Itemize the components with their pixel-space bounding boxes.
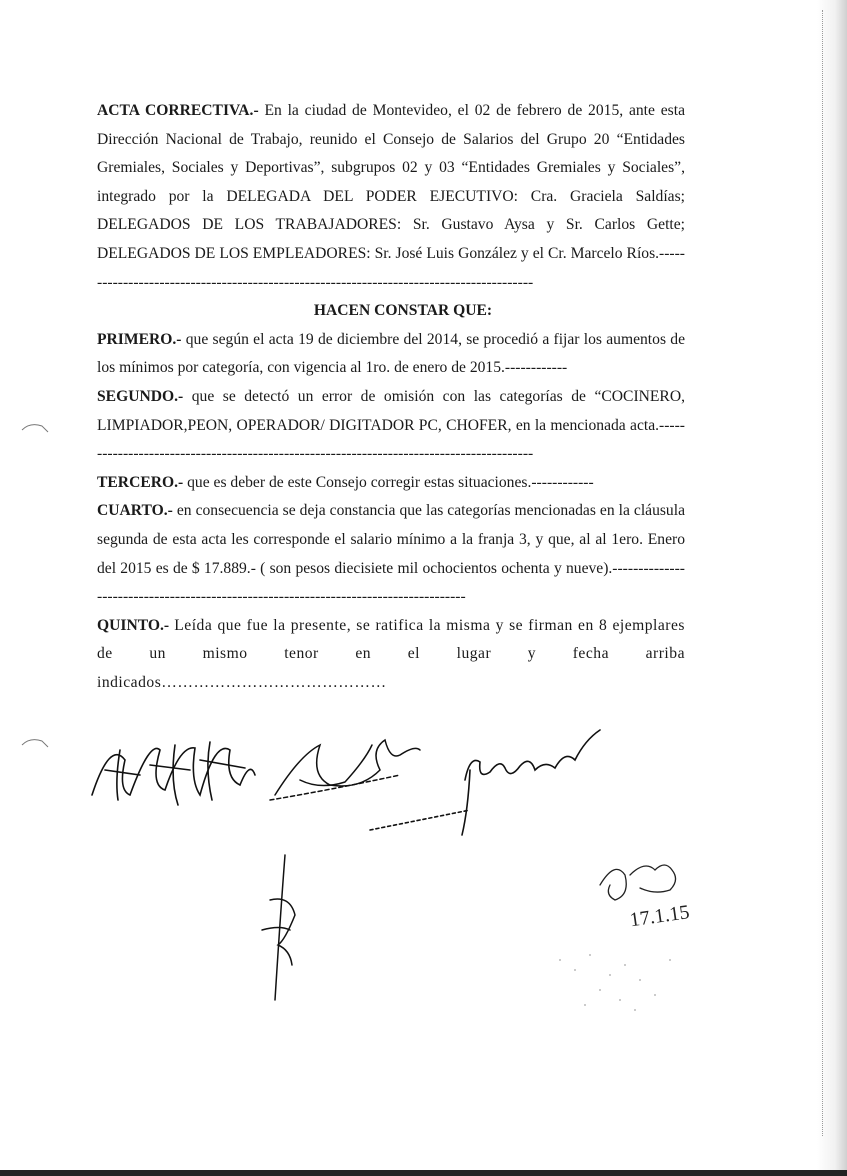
clause-segundo-text: que se detectó un error de omisión con las categorías de “COCINERO, LIMPIADOR,PEON, OPERADOR/ DIGITADOR PC, CHOFER, en la mencionada acta.-----------------------------------------------------------------------------------------	[97, 387, 685, 463]
intro-text: En la ciudad de Montevideo, el 02 de febrero de 2015, ante esta Dirección Nacional de Trabajo, reunido el Consejo de Salarios del Grupo 20 “Entidades Gremiales, Sociales y Deportivas”, subgrupos 02 y 03 “Entidades Gremiales y Sociales”, integrado por la DELEGADA DEL PODER EJECUTIVO: Cra. Graciela Saldías; DELEGADOS DE LOS TRABAJADORES: Sr. Gustavo Aysa y Sr. Carlos Gette; DELEGADOS DE LOS EMPLEADORES: Sr. José Luis González y el Cr. Marcelo Ríos.-----------------------------------------------------------------------------------------	[97, 102, 685, 291]
punch-hole-mark	[20, 420, 50, 434]
signature-1	[92, 742, 255, 805]
clause-tercero-text: que es deber de este Consejo corregir estas situaciones.------------	[183, 473, 594, 491]
intro-paragraph	[97, 97, 685, 297]
clause-tercero	[97, 469, 685, 498]
signatures-svg	[0, 700, 847, 1060]
clause-cuarto-text: en consecuencia se deja constancia que las categorías mencionadas en la cláusula segunda de esta acta les corresponde el salario mínimo a la franja 3, y que, al al 1ero. Enero del 2015 es de $ 17.889.- ( son pesos diecisiete mil ochocientos ochenta y nueve).-------------------------------------------------------------------------------------	[97, 502, 685, 606]
clause-primero	[97, 326, 685, 383]
clause-cuarto	[97, 497, 685, 611]
signature-5	[600, 865, 676, 900]
clause-segundo-lead: SEGUNDO.-	[97, 387, 184, 405]
clause-cuarto-lead: CUARTO.-	[97, 502, 173, 520]
intro-lead: ACTA CORRECTIVA.-	[97, 102, 259, 119]
stamp-date: 17.1.15	[628, 901, 691, 932]
clause-segundo	[97, 383, 685, 469]
clause-primero-lead: PRIMERO.-	[97, 330, 182, 348]
scan-bottom-border	[0, 1170, 847, 1176]
signature-3	[370, 730, 600, 835]
document-body	[97, 97, 685, 697]
clause-tercero-lead: TERCERO.-	[97, 473, 184, 491]
signatures-area	[0, 700, 847, 1060]
signature-2	[270, 740, 420, 800]
clause-quinto	[97, 612, 685, 698]
signature-4	[262, 855, 295, 1000]
stamp-speckle	[559, 954, 671, 1011]
clause-primero-text: que según el acta 19 de diciembre del 2014, se procedió a fijar los aumentos de los mínimos por categoría, con vigencia al 1ro. de enero de 2015.------------	[97, 330, 685, 377]
clause-quinto-text: Leída que fue la presente, se ratifica la misma y se firman en 8 ejemplares de un mismo tenor en el lugar y fecha arriba indicados……………………………………	[97, 616, 685, 691]
clause-quinto-lead: QUINTO.-	[97, 616, 170, 634]
section-heading: HACEN CONSTAR QUE:	[313, 302, 493, 320]
